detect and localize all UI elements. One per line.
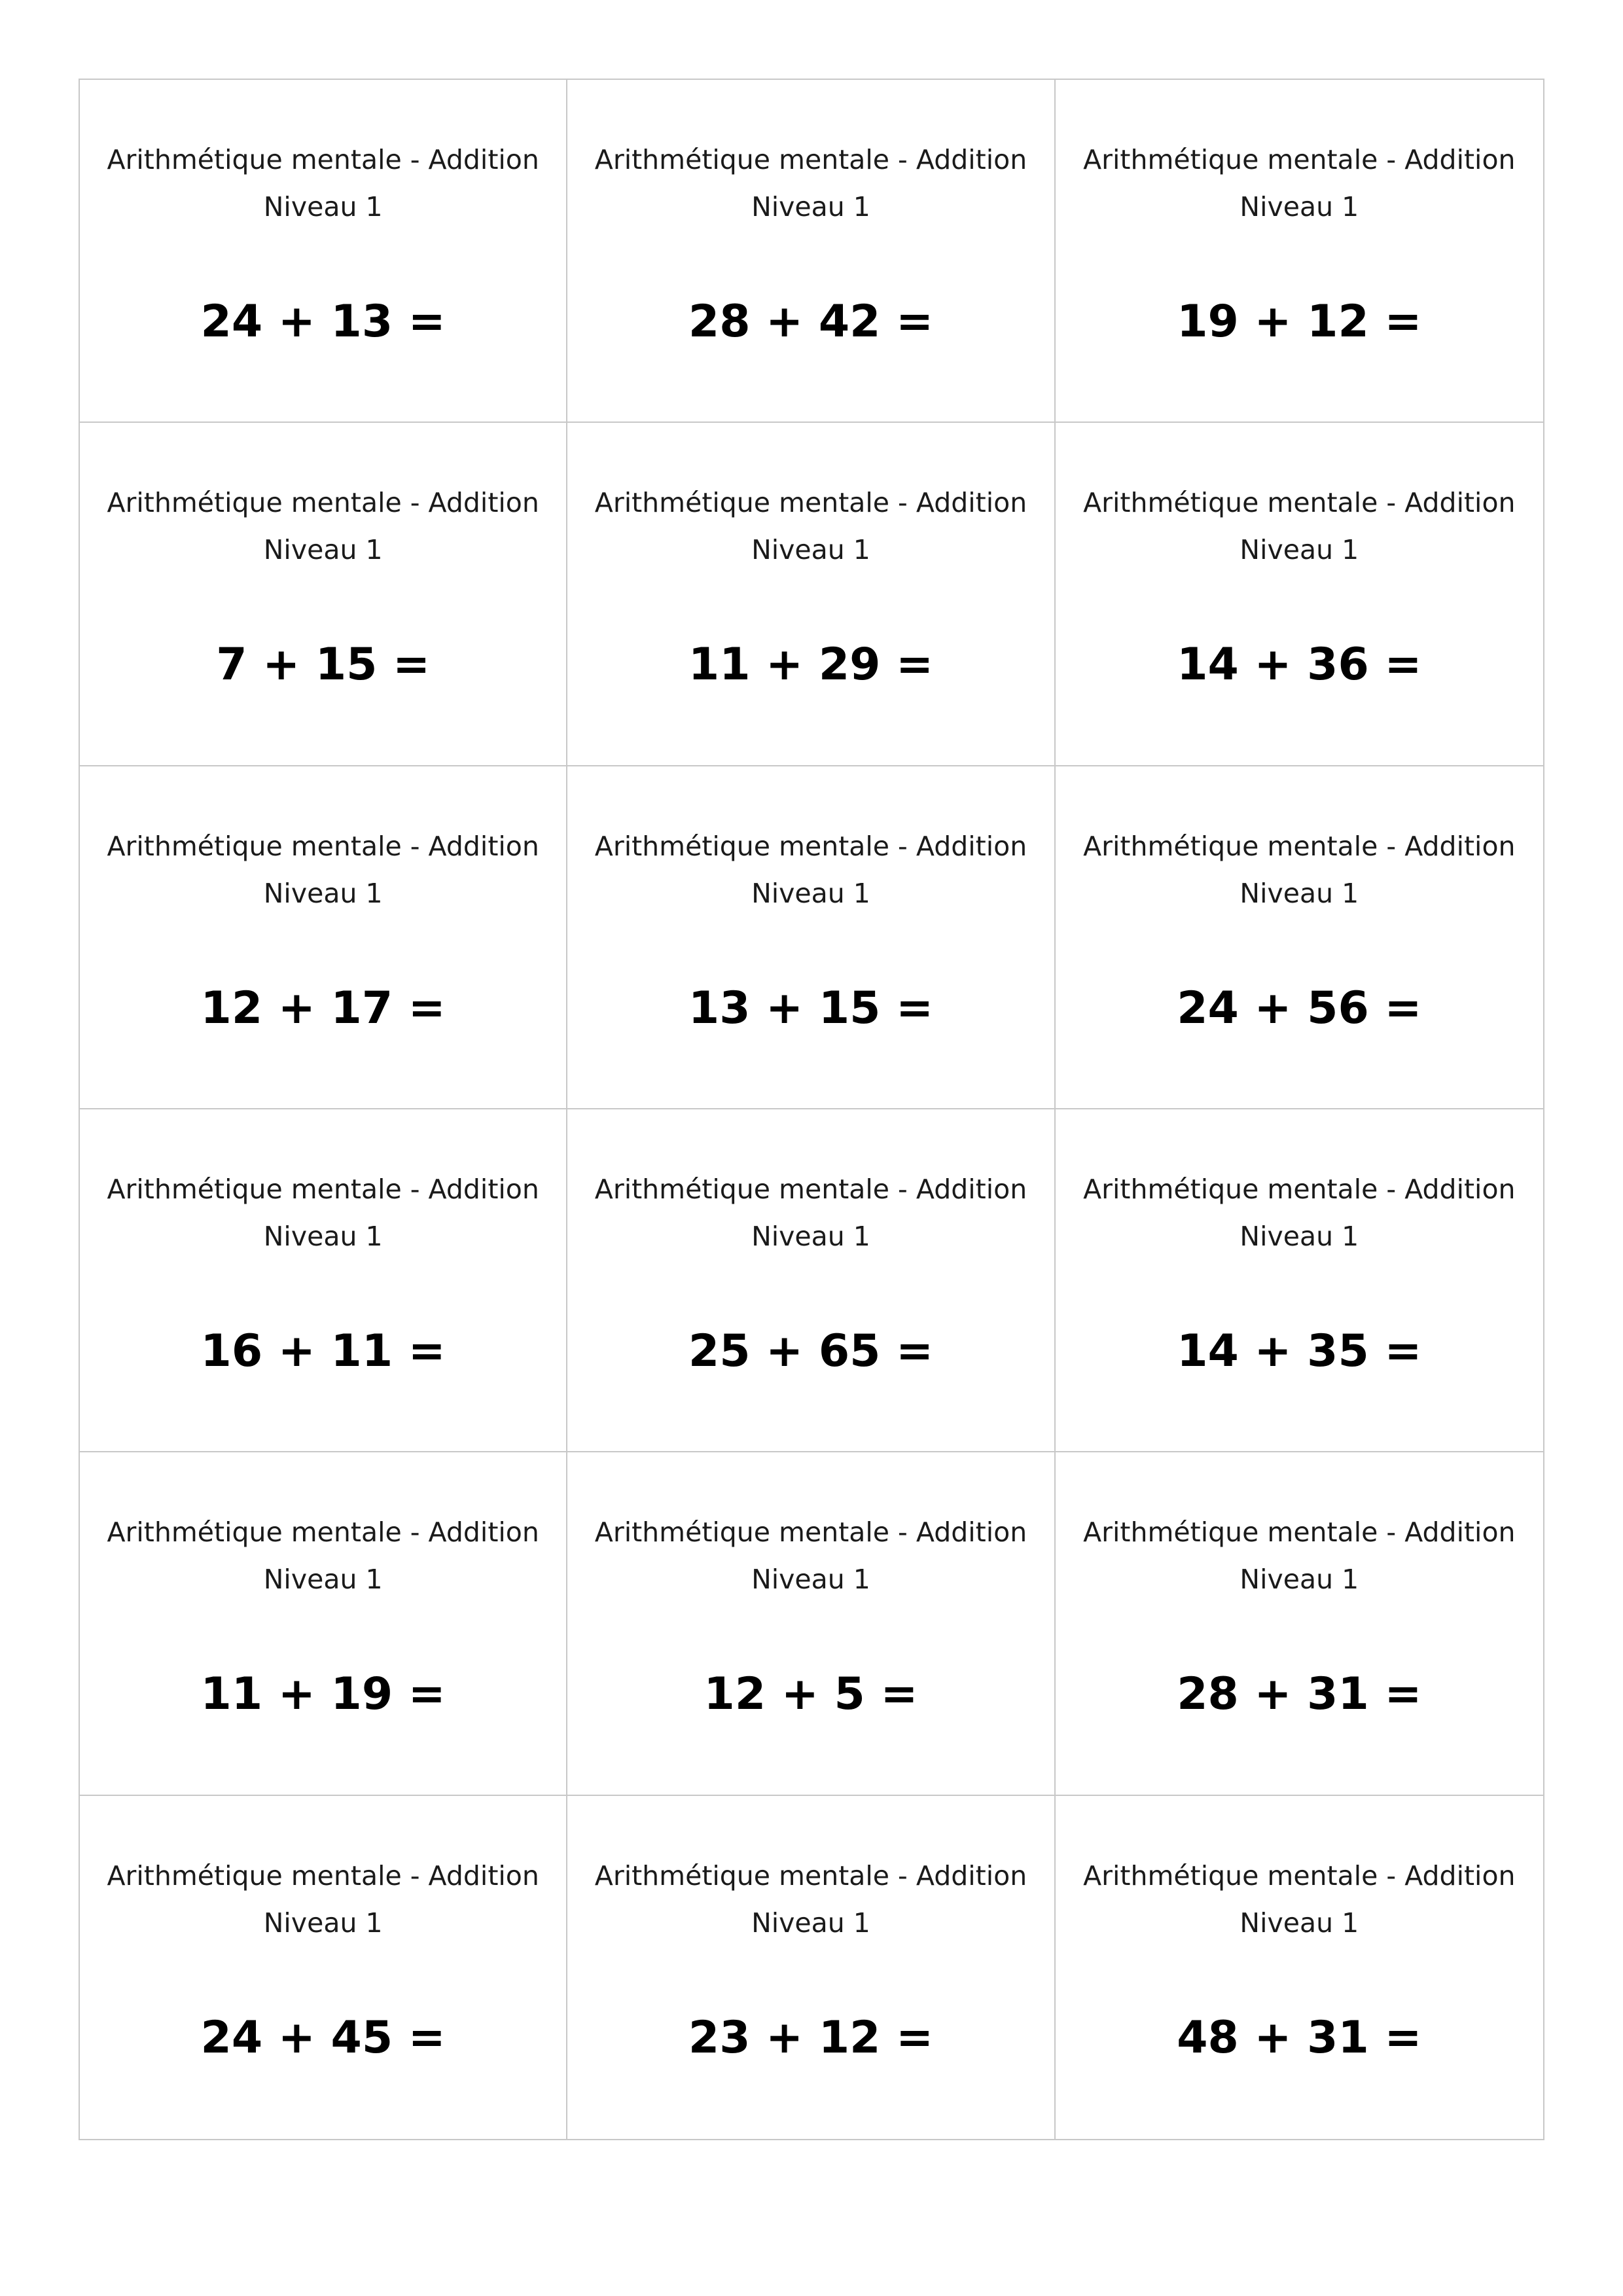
- card-level: Niveau 1: [263, 877, 383, 909]
- card-title: Arithmétique mentale - Addition: [594, 1859, 1027, 1892]
- card-title: Arithmétique mentale - Addition: [107, 830, 539, 862]
- card-title: Arithmétique mentale - Addition: [107, 487, 539, 519]
- card-expression: 24 + 45 =: [200, 2011, 446, 2064]
- card-title: Arithmétique mentale - Addition: [107, 1173, 539, 1205]
- card-level: Niveau 1: [263, 1907, 383, 1939]
- card-level: Niveau 1: [263, 534, 383, 566]
- card-expression: 11 + 19 =: [200, 1668, 446, 1721]
- card-level: Niveau 1: [751, 534, 870, 566]
- card-level: Niveau 1: [1240, 1564, 1359, 1596]
- card-expression: 28 + 42 =: [688, 296, 934, 348]
- card-expression: 24 + 56 =: [1177, 982, 1422, 1034]
- card-level: Niveau 1: [751, 1220, 870, 1252]
- card-title: Arithmétique mentale - Addition: [594, 144, 1027, 175]
- card-level: Niveau 1: [263, 1564, 383, 1596]
- card-title: Arithmétique mentale - Addition: [1083, 487, 1516, 519]
- card-title: Arithmétique mentale - Addition: [594, 487, 1027, 519]
- card-level: Niveau 1: [263, 191, 383, 223]
- flashcard: [80, 80, 567, 423]
- flashcard: [1056, 423, 1543, 766]
- card-level: Niveau 1: [1240, 1220, 1359, 1252]
- card-expression: 23 + 12 =: [688, 2011, 934, 2064]
- flashcard: [567, 1452, 1055, 1795]
- card-level: Niveau 1: [751, 877, 870, 909]
- card-title: Arithmétique mentale - Addition: [1083, 830, 1516, 862]
- card-expression: 48 + 31 =: [1177, 2011, 1422, 2064]
- flashcard: [567, 766, 1055, 1109]
- card-expression: 14 + 35 =: [1177, 1325, 1422, 1377]
- card-level: Niveau 1: [1240, 1907, 1359, 1939]
- card-level: Niveau 1: [1240, 877, 1359, 909]
- flashcard: [1056, 766, 1543, 1109]
- flashcard: [80, 1796, 567, 2139]
- card-expression: 13 + 15 =: [688, 982, 934, 1034]
- card-level: Niveau 1: [751, 191, 870, 223]
- card-title: Arithmétique mentale - Addition: [1083, 1516, 1516, 1549]
- card-expression: 11 + 29 =: [688, 639, 934, 691]
- card-expression: 19 + 12 =: [1177, 296, 1422, 348]
- card-level: Niveau 1: [1240, 191, 1359, 223]
- card-expression: 28 + 31 =: [1177, 1668, 1422, 1721]
- flashcard: [1056, 80, 1543, 423]
- card-level: Niveau 1: [751, 1907, 870, 1939]
- card-title: Arithmétique mentale - Addition: [594, 830, 1027, 862]
- card-title: Arithmétique mentale - Addition: [1083, 1859, 1516, 1892]
- card-expression: 25 + 65 =: [688, 1325, 934, 1377]
- card-title: Arithmétique mentale - Addition: [1083, 1173, 1516, 1205]
- card-title: Arithmétique mentale - Addition: [594, 1173, 1027, 1205]
- card-title: Arithmétique mentale - Addition: [1083, 144, 1516, 175]
- flashcard: [567, 80, 1055, 423]
- card-level: Niveau 1: [263, 1220, 383, 1252]
- flashcard: [80, 766, 567, 1109]
- flashcard: [80, 423, 567, 766]
- flashcard: [567, 1796, 1055, 2139]
- card-level: Niveau 1: [1240, 534, 1359, 566]
- card-expression: 24 + 13 =: [200, 296, 446, 348]
- flashcard-sheet: [79, 79, 1544, 2140]
- card-title: Arithmétique mentale - Addition: [107, 1859, 539, 1892]
- flashcard: [80, 1452, 567, 1795]
- card-expression: 7 + 15 =: [216, 639, 431, 691]
- card-expression: 16 + 11 =: [200, 1325, 446, 1377]
- flashcard: [1056, 1796, 1543, 2139]
- card-level: Niveau 1: [751, 1564, 870, 1596]
- flashcard: [1056, 1109, 1543, 1452]
- flashcard: [567, 1109, 1055, 1452]
- card-title: Arithmétique mentale - Addition: [594, 1516, 1027, 1549]
- flashcard: [567, 423, 1055, 766]
- flashcard: [1056, 1452, 1543, 1795]
- card-expression: 12 + 5 =: [704, 1668, 918, 1721]
- card-title: Arithmétique mentale - Addition: [107, 1516, 539, 1549]
- card-expression: 14 + 36 =: [1177, 639, 1422, 691]
- flashcard: [80, 1109, 567, 1452]
- card-expression: 12 + 17 =: [200, 982, 446, 1034]
- card-title: Arithmétique mentale - Addition: [107, 144, 539, 175]
